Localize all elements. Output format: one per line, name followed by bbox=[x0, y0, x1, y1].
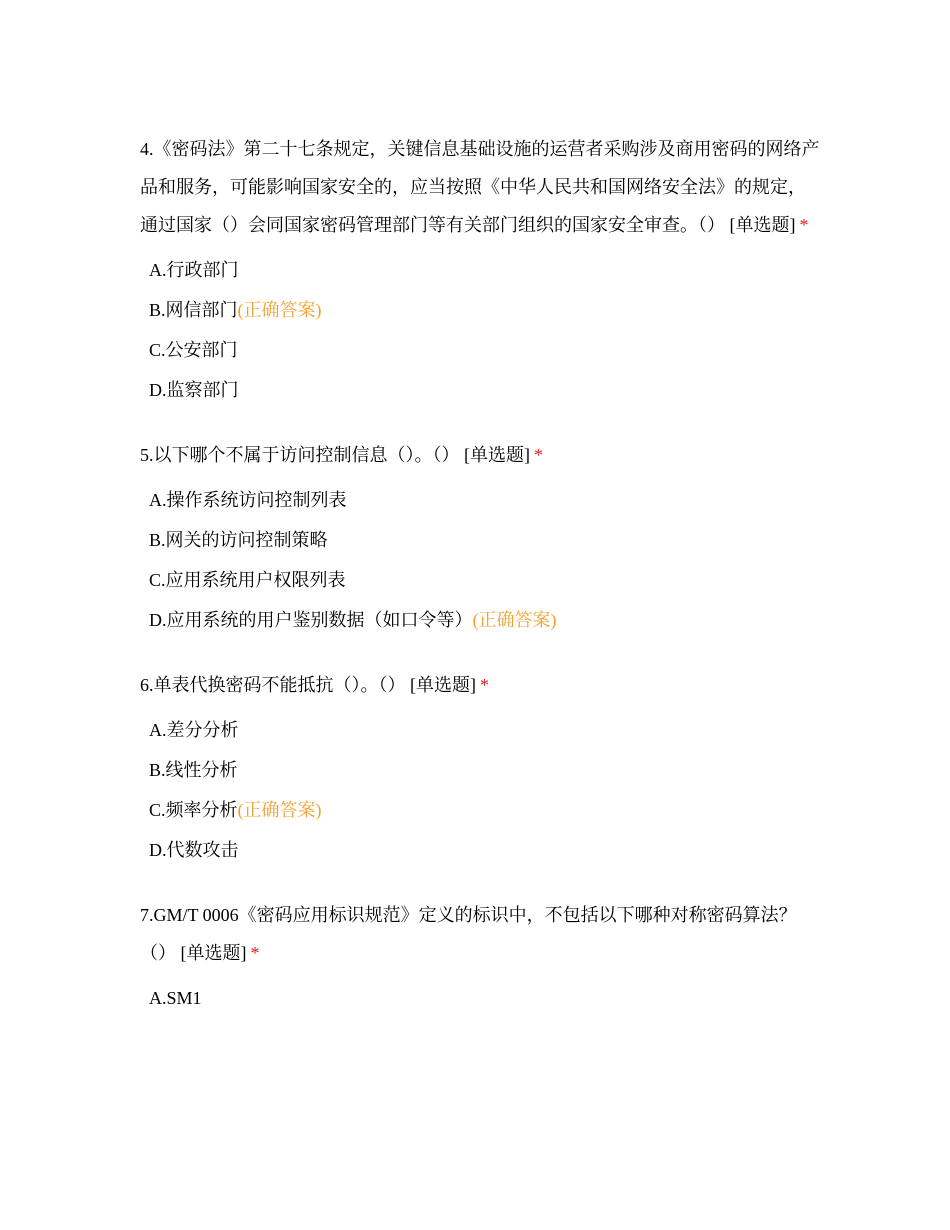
document-page bbox=[140, 130, 820, 1044]
correct-answer-mark: (正确答案) bbox=[237, 300, 322, 320]
option-a bbox=[149, 480, 820, 520]
option-label: A.SM1 bbox=[149, 988, 202, 1008]
question-5 bbox=[140, 436, 820, 640]
required-mark: * bbox=[480, 675, 489, 695]
option-label: B.线性分析 bbox=[149, 760, 238, 780]
option-a bbox=[149, 978, 820, 1018]
question-title bbox=[140, 666, 820, 704]
option-c bbox=[149, 560, 820, 600]
question-title bbox=[140, 436, 820, 474]
option-c bbox=[149, 330, 820, 370]
question-type-tag: [单选题] bbox=[180, 943, 247, 963]
option-list bbox=[140, 978, 820, 1018]
option-label: D.代数攻击 bbox=[149, 840, 239, 860]
question-title bbox=[140, 130, 820, 244]
question-text: 《密码法》第二十七条规定，关键信息基础设施的运营者采购涉及商用密码的网络产品和服务，可能影响国家安全的，应当按照《中华人民共和国网络安全法》的规定，通过国家（）会同国家密码管理部门等有关部门组织的国家安全审查。（） bbox=[140, 139, 820, 235]
option-label: B.网关的访问控制策略 bbox=[149, 530, 328, 550]
option-b bbox=[149, 290, 820, 330]
option-d bbox=[149, 830, 820, 870]
question-type-tag: [单选题] bbox=[410, 675, 476, 695]
correct-answer-mark: (正确答案) bbox=[472, 610, 557, 630]
question-number: 7. bbox=[140, 905, 154, 925]
question-4 bbox=[140, 130, 820, 410]
required-mark: * bbox=[250, 943, 260, 963]
question-text: GM/T 0006《密码应用标识规范》定义的标识中，不包括以下哪种对称密码算法？（） bbox=[140, 905, 797, 963]
option-b bbox=[149, 520, 820, 560]
option-a bbox=[149, 710, 820, 750]
question-6 bbox=[140, 666, 820, 870]
option-label: A.行政部门 bbox=[149, 260, 239, 280]
option-list bbox=[140, 250, 820, 410]
question-7 bbox=[140, 896, 820, 1018]
option-d bbox=[149, 600, 820, 640]
option-d bbox=[149, 370, 820, 410]
option-label: D.监察部门 bbox=[149, 380, 239, 400]
option-label: A.操作系统访问控制列表 bbox=[149, 490, 347, 510]
option-list bbox=[140, 480, 820, 640]
correct-answer-mark: (正确答案) bbox=[237, 800, 322, 820]
option-list bbox=[140, 710, 820, 870]
question-title bbox=[140, 896, 820, 972]
option-label: C.应用系统用户权限列表 bbox=[149, 570, 346, 590]
option-label: C.频率分析 bbox=[149, 800, 238, 820]
option-c bbox=[149, 790, 820, 830]
question-type-tag: [单选题] bbox=[464, 445, 530, 465]
question-number: 4. bbox=[140, 139, 154, 159]
question-text: 单表代换密码不能抵抗（）。（） bbox=[153, 675, 406, 695]
required-mark: * bbox=[534, 445, 543, 465]
option-label: D.应用系统的用户鉴别数据（如口令等） bbox=[149, 610, 473, 630]
question-text: 以下哪个不属于访问控制信息（）。（） bbox=[153, 445, 460, 465]
question-number: 5. bbox=[140, 445, 154, 465]
option-a bbox=[149, 250, 820, 290]
question-type-tag: [单选题] bbox=[729, 215, 796, 235]
option-b bbox=[149, 750, 820, 790]
required-mark: * bbox=[799, 215, 809, 235]
option-label: C.公安部门 bbox=[149, 340, 238, 360]
option-label: A.差分分析 bbox=[149, 720, 239, 740]
option-label: B.网信部门 bbox=[149, 300, 238, 320]
question-number: 6. bbox=[140, 675, 154, 695]
